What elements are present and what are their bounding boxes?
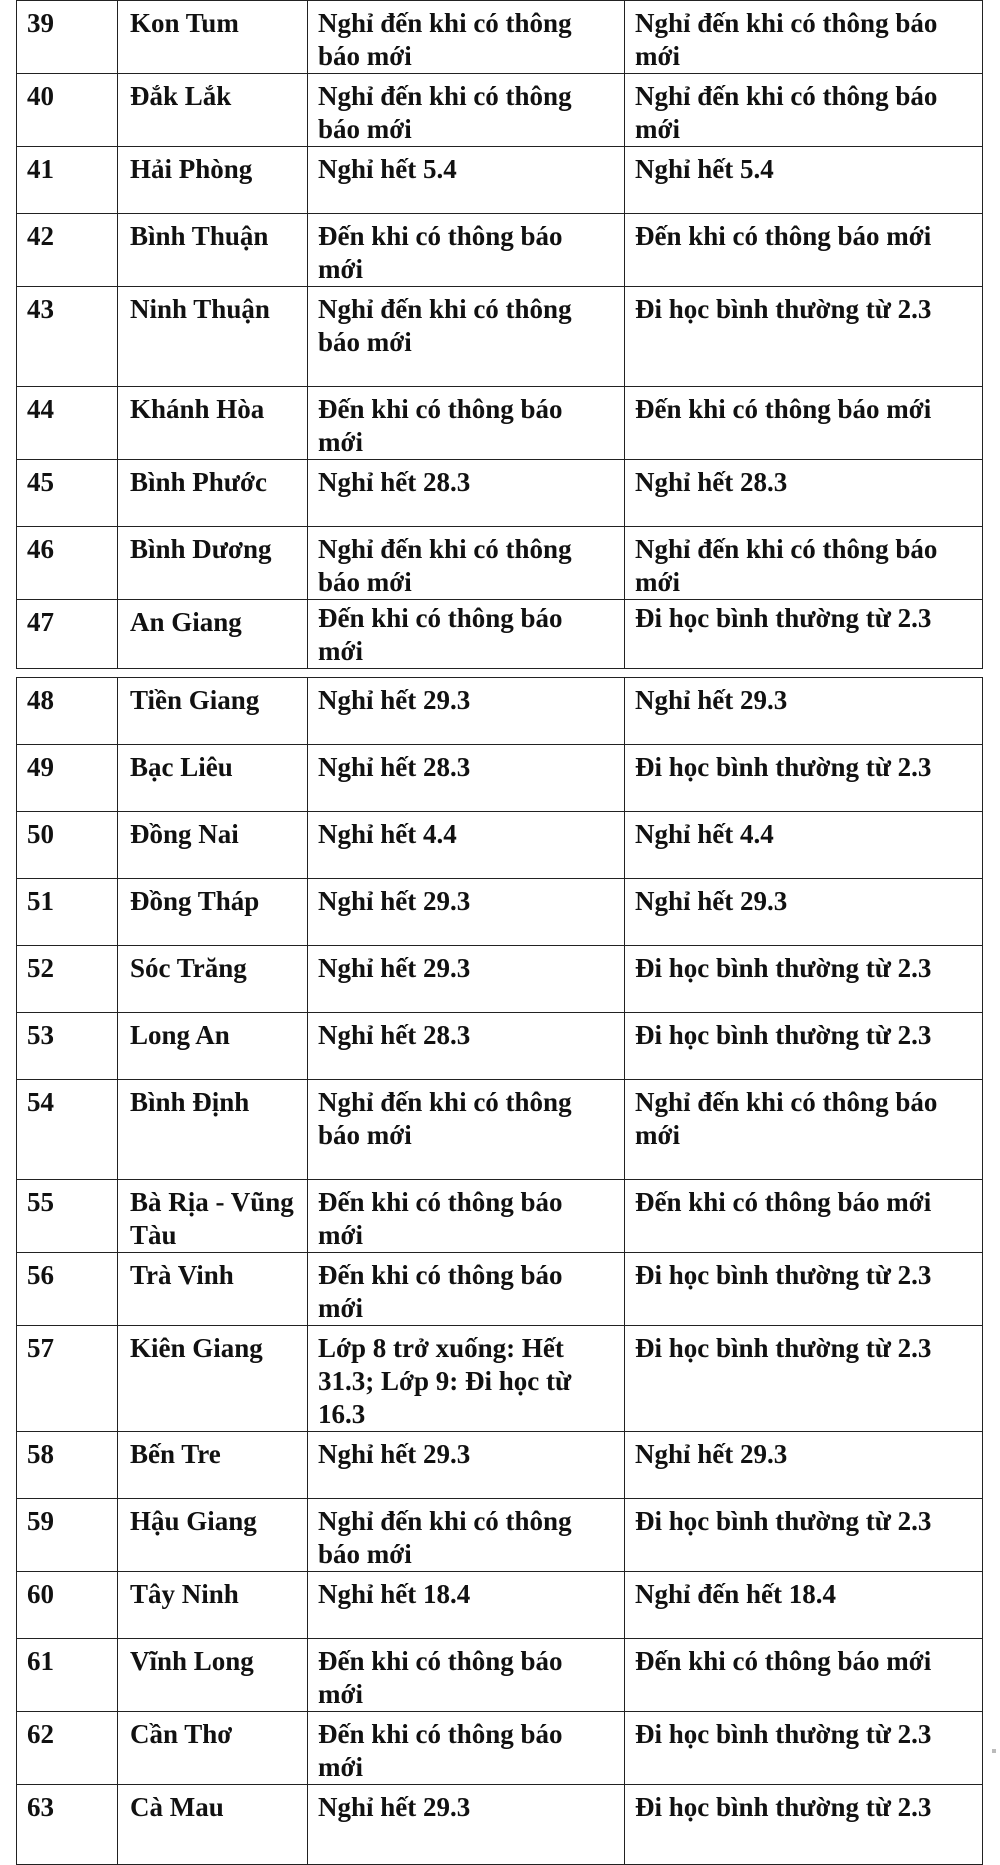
row-number: 54 — [17, 1080, 118, 1180]
schedule-cell-a: Lớp 8 trở xuống: Hết 31.3; Lớp 9: Đi học từ 16.3 — [308, 1326, 625, 1432]
province-name: An Giang — [118, 600, 308, 669]
schedule-cell-b: Nghỉ đến khi có thông báo mới — [625, 74, 983, 147]
row-number: 60 — [17, 1572, 118, 1639]
schedule-cell-a: Nghỉ hết 28.3 — [308, 745, 625, 812]
province-name: Đắk Lắk — [118, 74, 308, 147]
province-name: Sóc Trăng — [118, 946, 308, 1013]
row-number: 63 — [17, 1785, 118, 1865]
table-row — [17, 678, 983, 745]
province-name: Bình Định — [118, 1080, 308, 1180]
row-number: 39 — [17, 1, 118, 74]
row-number: 62 — [17, 1712, 118, 1785]
table-row — [17, 1253, 983, 1326]
table-row — [17, 1572, 983, 1639]
table-row — [17, 74, 983, 147]
table-row — [17, 1639, 983, 1712]
schedule-cell-b: Đi học bình thường từ 2.3 — [625, 745, 983, 812]
table-row — [17, 1326, 983, 1432]
province-name: Đồng Nai — [118, 812, 308, 879]
schedule-cell-a: Đến khi có thông báo mới — [308, 387, 625, 460]
schedule-cell-b: Nghỉ hết 5.4 — [625, 147, 983, 214]
province-name: Bến Tre — [118, 1432, 308, 1499]
province-name: Bình Dương — [118, 527, 308, 600]
table-row — [17, 287, 983, 387]
table-row — [17, 1712, 983, 1785]
schedule-cell-a: Đến khi có thông báo mới — [308, 600, 625, 669]
row-number: 50 — [17, 812, 118, 879]
schedule-cell-a: Nghỉ đến khi có thông báo mới — [308, 1, 625, 74]
province-name: Ninh Thuận — [118, 287, 308, 387]
schedule-cell-a: Nghỉ hết 28.3 — [308, 1013, 625, 1080]
table-row — [17, 745, 983, 812]
province-name: Bình Phước — [118, 460, 308, 527]
table-row — [17, 527, 983, 600]
table-row — [17, 1080, 983, 1180]
row-number: 55 — [17, 1180, 118, 1253]
schedule-cell-a: Nghỉ hết 5.4 — [308, 147, 625, 214]
province-schedule-document — [16, 0, 982, 1865]
schedule-cell-b: Đi học bình thường từ 2.3 — [625, 287, 983, 387]
schedule-cell-b: Đi học bình thường từ 2.3 — [625, 1712, 983, 1785]
table-row — [17, 1785, 983, 1865]
schedule-cell-b: Đến khi có thông báo mới — [625, 387, 983, 460]
table-row — [17, 879, 983, 946]
province-table-bottom — [16, 677, 983, 1865]
schedule-cell-a: Nghỉ hết 29.3 — [308, 678, 625, 745]
table-row — [17, 1432, 983, 1499]
schedule-cell-b: Đến khi có thông báo mới — [625, 214, 983, 287]
row-number: 41 — [17, 147, 118, 214]
table-row — [17, 946, 983, 1013]
table-row — [17, 147, 983, 214]
row-number: 61 — [17, 1639, 118, 1712]
schedule-cell-a: Đến khi có thông báo mới — [308, 1180, 625, 1253]
province-name: Cà Mau — [118, 1785, 308, 1865]
province-name: Kiên Giang — [118, 1326, 308, 1432]
schedule-cell-b: Nghỉ đến khi có thông báo mới — [625, 1, 983, 74]
schedule-cell-a: Nghỉ hết 29.3 — [308, 946, 625, 1013]
schedule-cell-a: Nghỉ hết 18.4 — [308, 1572, 625, 1639]
province-name: Khánh Hòa — [118, 387, 308, 460]
schedule-cell-b: Đi học bình thường từ 2.3 — [625, 1785, 983, 1865]
schedule-cell-a: Nghỉ hết 29.3 — [308, 1785, 625, 1865]
row-number: 57 — [17, 1326, 118, 1432]
schedule-cell-a: Nghỉ đến khi có thông báo mới — [308, 527, 625, 600]
table-row — [17, 600, 983, 669]
schedule-cell-a: Đến khi có thông báo mới — [308, 214, 625, 287]
row-number: 44 — [17, 387, 118, 460]
row-number: 42 — [17, 214, 118, 287]
table-row — [17, 387, 983, 460]
schedule-cell-a: Nghỉ hết 29.3 — [308, 879, 625, 946]
row-number: 53 — [17, 1013, 118, 1080]
row-number: 51 — [17, 879, 118, 946]
province-name: Cần Thơ — [118, 1712, 308, 1785]
province-name: Tây Ninh — [118, 1572, 308, 1639]
province-name: Bình Thuận — [118, 214, 308, 287]
schedule-cell-b: Nghỉ hết 29.3 — [625, 879, 983, 946]
row-number: 58 — [17, 1432, 118, 1499]
province-name: Vĩnh Long — [118, 1639, 308, 1712]
province-name: Đồng Tháp — [118, 879, 308, 946]
row-number: 48 — [17, 678, 118, 745]
row-number: 47 — [17, 600, 118, 669]
schedule-cell-b: Nghỉ đến hết 18.4 — [625, 1572, 983, 1639]
schedule-cell-b: Đi học bình thường từ 2.3 — [625, 1499, 983, 1572]
schedule-cell-b: Đi học bình thường từ 2.3 — [625, 1326, 983, 1432]
schedule-cell-a: Nghỉ đến khi có thông báo mới — [308, 74, 625, 147]
row-number: 46 — [17, 527, 118, 600]
schedule-cell-b: Đi học bình thường từ 2.3 — [625, 600, 983, 669]
schedule-cell-b: Nghỉ hết 28.3 — [625, 460, 983, 527]
row-number: 43 — [17, 287, 118, 387]
table-row — [17, 460, 983, 527]
table-row — [17, 1499, 983, 1572]
table-row — [17, 1180, 983, 1253]
province-name: Trà Vinh — [118, 1253, 308, 1326]
table-gap — [16, 669, 982, 677]
table-row — [17, 214, 983, 287]
province-name: Tiền Giang — [118, 678, 308, 745]
schedule-cell-b: Đi học bình thường từ 2.3 — [625, 1253, 983, 1326]
schedule-cell-b: Nghỉ hết 29.3 — [625, 1432, 983, 1499]
province-name: Bà Rịa - Vũng Tàu — [118, 1180, 308, 1253]
row-number: 52 — [17, 946, 118, 1013]
schedule-cell-a: Nghỉ hết 28.3 — [308, 460, 625, 527]
table-row — [17, 1, 983, 74]
schedule-cell-a: Nghỉ đến khi có thông báo mới — [308, 1499, 625, 1572]
province-name: Hậu Giang — [118, 1499, 308, 1572]
schedule-cell-b: Nghỉ đến khi có thông báo mới — [625, 1080, 983, 1180]
schedule-cell-b: Đến khi có thông báo mới — [625, 1639, 983, 1712]
schedule-cell-a: Nghỉ hết 4.4 — [308, 812, 625, 879]
province-name: Hải Phòng — [118, 147, 308, 214]
schedule-cell-a: Nghỉ đến khi có thông báo mới — [308, 287, 625, 387]
row-number: 40 — [17, 74, 118, 147]
row-number: 56 — [17, 1253, 118, 1326]
schedule-cell-a: Đến khi có thông báo mới — [308, 1712, 625, 1785]
page-edge-mark — [992, 1749, 996, 1753]
schedule-cell-a: Nghỉ đến khi có thông báo mới — [308, 1080, 625, 1180]
row-number: 45 — [17, 460, 118, 527]
table-row — [17, 812, 983, 879]
schedule-cell-a: Đến khi có thông báo mới — [308, 1639, 625, 1712]
row-number: 49 — [17, 745, 118, 812]
schedule-cell-b: Nghỉ đến khi có thông báo mới — [625, 527, 983, 600]
schedule-cell-b: Đi học bình thường từ 2.3 — [625, 946, 983, 1013]
province-name: Bạc Liêu — [118, 745, 308, 812]
province-name: Long An — [118, 1013, 308, 1080]
table-row — [17, 1013, 983, 1080]
row-number: 59 — [17, 1499, 118, 1572]
schedule-cell-b: Đến khi có thông báo mới — [625, 1180, 983, 1253]
province-name: Kon Tum — [118, 1, 308, 74]
schedule-cell-b: Nghỉ hết 29.3 — [625, 678, 983, 745]
schedule-cell-a: Nghỉ hết 29.3 — [308, 1432, 625, 1499]
schedule-cell-b: Nghỉ hết 4.4 — [625, 812, 983, 879]
schedule-cell-b: Đi học bình thường từ 2.3 — [625, 1013, 983, 1080]
schedule-cell-a: Đến khi có thông báo mới — [308, 1253, 625, 1326]
province-table-top — [16, 0, 983, 669]
